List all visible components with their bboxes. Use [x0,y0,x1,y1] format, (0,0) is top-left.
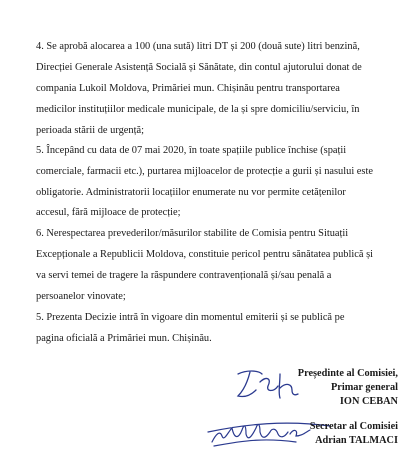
president-name: ION CEBAN [339,396,398,407]
secretary-name: Adrian TALMACI [315,435,398,446]
paragraph-line: Excepționale a Republicii Moldova, constituie pericol pentru sănătatea publică și [36,249,374,260]
paragraph-line: medicilor instituțiilor medicale municipale, de la și spre domiciliu/serviciu, în [36,104,360,115]
paragraph-line: obligatorie. Administratorii locațiilor enumerate nu vor permite cetățenilor [36,187,346,198]
paragraph-line: va servi temei de tragere la răspundere contravențională și/sau penală a [36,270,332,281]
president-signature-block [298,367,398,409]
paragraph-line: 4. Se aprobă alocarea a 100 (una sută) litri DT și 200 (două sute) litri benzină, [36,41,360,52]
paragraph-line: accesul, fără mijloace de protecție; [36,207,181,218]
secretary-signature-block [310,420,398,448]
paragraph-line: compania Lukoil Moldova, Primăriei mun. Chișinău pentru transportarea [36,83,340,94]
paragraph-line: comerciale, farmacii etc.), purtarea mijloacelor de protecție a gurii și nasului este [36,166,373,177]
paragraph-line: pagina oficială a Primăriei mun. Chișinău. [36,333,212,344]
paragraph-line: perioada stării de urgență; [36,125,145,136]
president-title: Președinte al Comisiei, [297,368,398,379]
paragraph-line: Direcției Generale Asistență Socială și Sănătate, din contul ajutorului donat de [36,62,362,73]
paragraph-line: 5. Începând cu data de 07 mai 2020, în toate spațiile publice închise (spații [36,145,347,156]
president-role: Primar general [330,382,398,393]
paragraph-line: 5. Prezenta Decizie intră în vigoare din momentul emiterii și se publică pe [36,312,345,323]
secretary-title: Secretar al Comisiei [309,421,398,432]
paragraph-line: persoanelor vinovate; [36,291,126,302]
paragraph-line: 6. Nerespectarea prevederilor/măsurilor stabilite de Comisia pentru Situații [36,228,349,239]
president-signature-icon [232,368,302,402]
